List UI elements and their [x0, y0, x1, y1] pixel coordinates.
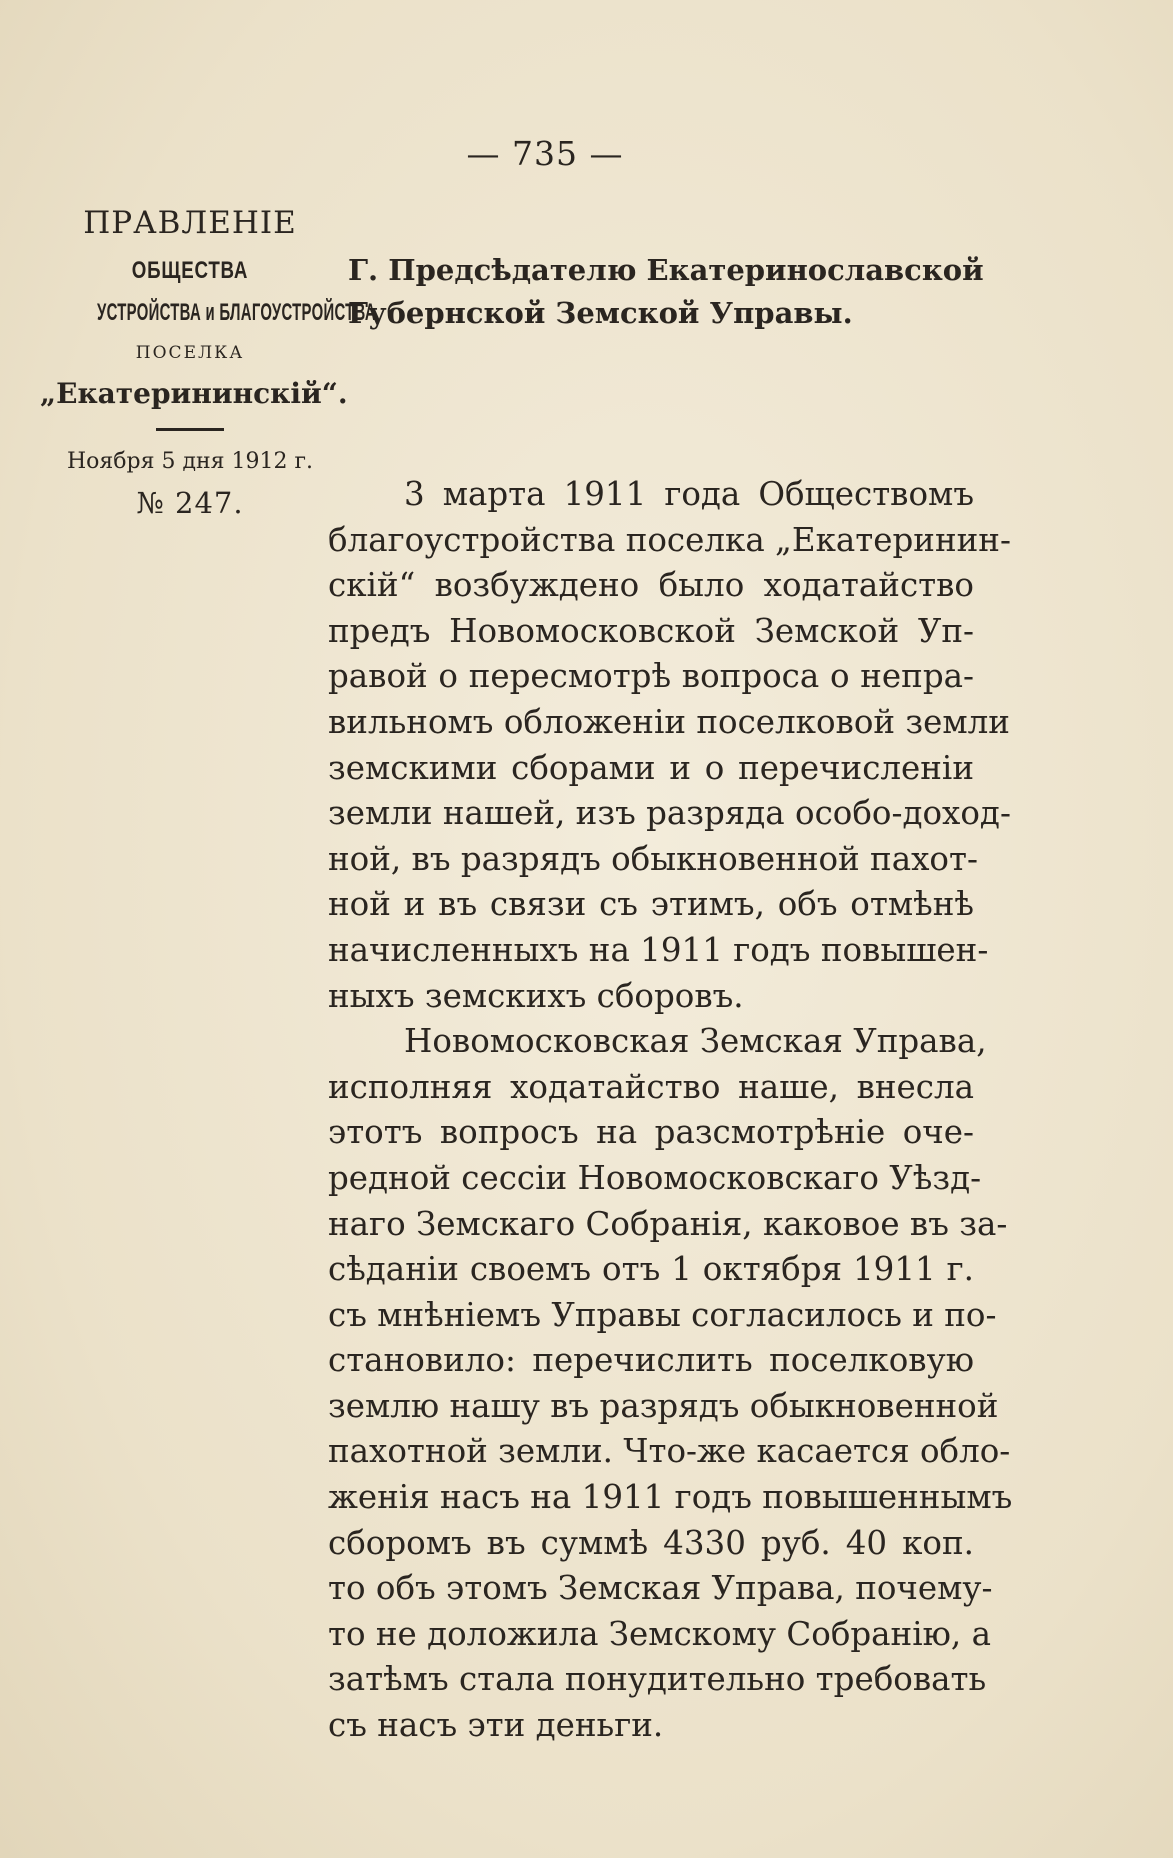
- body-line: сборомъ въ суммѣ 4330 руб. 40 коп.: [328, 1523, 974, 1562]
- body-line: вильномъ обложеніи поселковой земли: [328, 702, 1010, 741]
- sender-divider: [156, 428, 224, 431]
- letter-date: Ноября 5 дня 1912 г.: [66, 449, 314, 474]
- body-line: становило: перечислить поселковую: [328, 1341, 974, 1380]
- body-line: женія насъ на 1911 годъ повышеннымъ: [328, 1478, 1013, 1517]
- body-line: ной, въ разрядъ обыкновенной пахот-: [328, 839, 978, 878]
- body-line: Новомосковская Земская Управа,: [404, 1022, 987, 1061]
- sender-line-obshchestva: ОБЩЕСТВА: [131, 257, 249, 284]
- sender-line-poselka: ПОСЕЛКА: [135, 343, 245, 363]
- letter-body: [328, 472, 1013, 1749]
- letter-number: № 247.: [136, 486, 244, 520]
- body-line: то объ этомъ Земская Управа, почему-: [328, 1569, 993, 1608]
- body-line: съ насъ эти деньги.: [328, 1706, 664, 1745]
- body-line: предъ Новомосковской Земской Уп-: [328, 611, 974, 650]
- body-line: этотъ вопросъ на разсмотрѣніе оче-: [328, 1113, 974, 1152]
- body-line: 3 марта 1911 года Обществомъ: [404, 475, 974, 513]
- body-line: благоустройства поселка „Екатеринин-: [328, 520, 1011, 559]
- body-line: редной сессіи Новомосковскаго Уѣзд-: [328, 1158, 982, 1197]
- body-line: скій“ возбуждено было ходатайство: [328, 566, 974, 605]
- body-line: наго Земскаго Собранія, каковое въ за-: [328, 1204, 1008, 1243]
- addressee-line: Губернской Земской Управы.: [348, 296, 853, 330]
- body-line: затѣмъ стала понудительно требовать: [328, 1660, 987, 1699]
- sender-line-pravlenie: ПРАВЛЕНІЕ: [83, 205, 297, 241]
- body-line: съ мнѣніемъ Управы согласилось и по-: [328, 1295, 997, 1334]
- sender-block: [40, 205, 376, 520]
- body-line: ной и въ связи съ этимъ, объ отмѣнѣ: [328, 885, 974, 924]
- addressee-block: [348, 249, 984, 335]
- body-line: начисленныхъ на 1911 годъ повышен-: [328, 930, 989, 969]
- sender-line-name: „Екатерининскій“.: [40, 377, 348, 410]
- body-line: равой о пересмотрѣ вопроса о непра-: [328, 657, 974, 696]
- body-line: земскими сборами и о перечисленіи: [328, 748, 974, 787]
- body-line: ныхъ земскихъ сборовъ.: [328, 976, 744, 1015]
- addressee-line: Г. Предсѣдателю Екатеринославской: [348, 253, 984, 287]
- sender-line-ustroistva: УСТРОЙСТВА и БЛАГОУСТРОЙСТВА: [97, 299, 376, 326]
- body-line: землю нашу въ разрядъ обыкновенной: [328, 1386, 999, 1425]
- body-line: то не доложила Земскому Собранію, а: [328, 1614, 991, 1653]
- body-line: земли нашей, изъ разряда особо-доход-: [328, 794, 1011, 833]
- body-line: исполняя ходатайство наше, внесла: [328, 1067, 974, 1106]
- body-line: пахотной земли. Что-же касается обло-: [328, 1432, 1011, 1471]
- body-line: сѣданіи своемъ отъ 1 октября 1911 г.: [328, 1250, 974, 1289]
- page-number: — 735 —: [466, 134, 624, 173]
